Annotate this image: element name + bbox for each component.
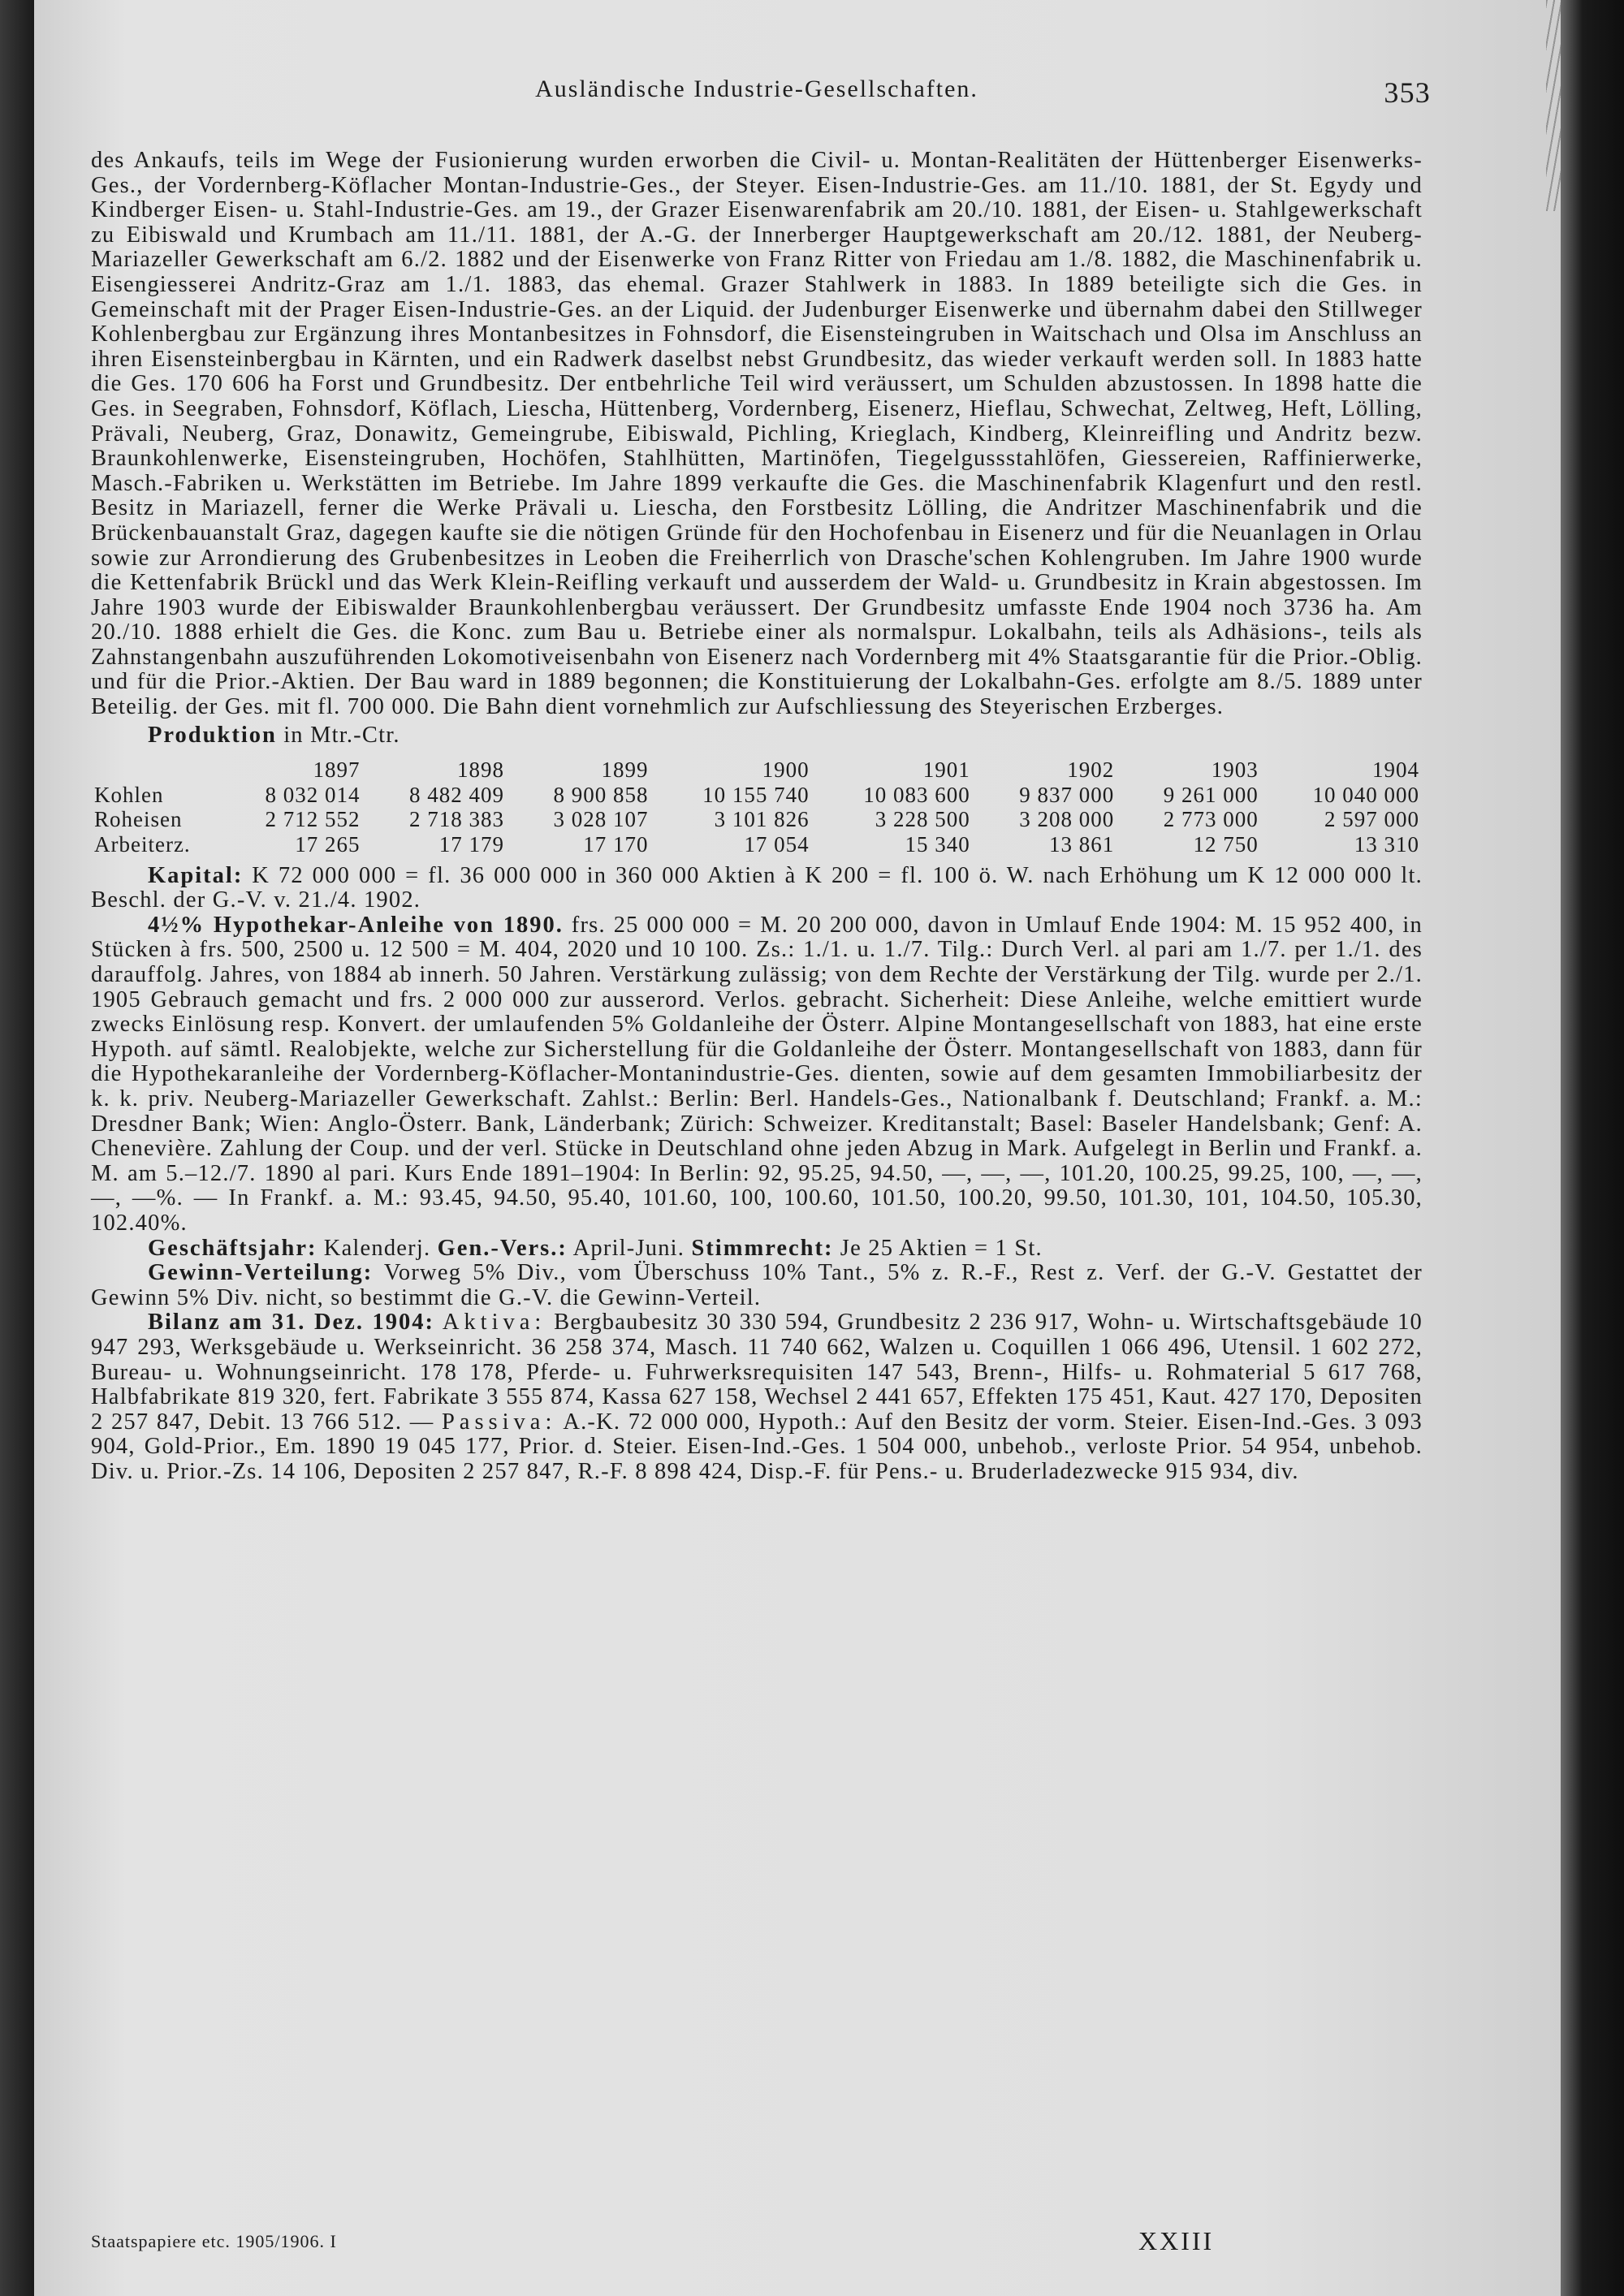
production-heading: Produktion [148,722,277,748]
table-cell: 10 040 000 [1312,782,1419,807]
page-footer [91,2226,1423,2255]
kapital-paragraph [91,864,1423,913]
geschaeftsjahr-paragraph [91,1236,1423,1262]
table-cell: 2 712 552 [265,807,361,832]
anleihe-paragraph [91,913,1423,1236]
genvers-label: Gen.-Vers.: [437,1235,568,1261]
year-header: 1897 [313,757,361,783]
genvers-value: April-Juni. [572,1235,685,1261]
bilanz-label: Bilanz am 31. Dez. 1904: [148,1310,435,1336]
stimmrecht-value: Je 25 Aktien = 1 St. [840,1235,1043,1261]
production-header-row [91,757,1423,783]
table-cell: 10 155 740 [702,782,810,807]
year-header: 1900 [762,757,810,783]
table-cell: 17 179 [438,832,505,857]
production-unit: in Mtr.-Ctr. [283,722,400,748]
table-cell: 3 101 826 [714,807,810,832]
gewinn-paragraph [91,1261,1423,1310]
year-header: 1902 [1067,757,1115,783]
table-cell: 12 750 [1193,832,1259,857]
footer-note: Staatspapiere etc. 1905/1906. I [91,2231,337,2251]
table-cell: 3 228 500 [875,807,970,832]
table-cell: 13 310 [1354,832,1419,857]
anleihe-text: frs. 25 000 000 = M. 20 200 000, davon in Umlauf Ende 1904: M. 15 952 400, in Stücken à frs. 500, 2500 u. 12 500 = M. 404, 2020 und 10 100. Zs.: 1./1. u. 1./7. Tilg.: Durch Verl. al pari am 1./7. per 1./1. des darauffolg. Jahres, von 1884 ab innerh. 50 Jahren. Verstärkung zulässig; von dem Rechte der Verstärkung der Tilg. wurde per 2./1. 1905 Gebrauch gemacht und frs. 2 000 000 zur ausserord. Verlos. gebracht. Sicherheit: Diese Anleihe, welche emittiert wurde zwecks Einlösung resp. Konvert. der umlaufenden 5% Goldanleihe der Österr. Alpine Montangesellschaft von 1883, hat eine erste Hypoth. auf sämtl. Realobjekte, welche zur Sicherstellung für die Goldanleihe der Österr. Montangesellschaft von 1883, dann für die Hypothekaranleihe der Vordernberg-Köflacher-Montanindustrie-Ges. dienten, sowie auf dem gesamten Immobiliarbesitz der k. k. priv. Neuberg-Mariazeller Gewerkschaft. Zahlst.: Berlin: Berl. Handels-Ges., Nationalbank f. Deutschland; Frankf. a. M.: Dresdner Bank; Wien: Anglo-Österr. Bank, Länderbank; Zürich: Schweizer. Kreditanstalt; Basel: Baseler Handelsbank; Genf: A. Chenevière. Zahlung der Coup. und der verl. Stücke in Deutschland ohne jeden Abzug in Mark. Aufgelegt in Berlin und Frankf. a. M. am 5.–12./7. 1890 al pari. Kurs Ende 1891–1904: In Berlin: 92, 95.25, 94.50, —, —, —, 101.20, 100.25, 99.25, 100, —, —, —, —%. — In Frankf. a. M.: 93.45, 94.50, 95.40, 101.60, 100, 100.60, 101.50, 100.20, 99.50, 101.30, 101, 104.50, 105.30, 102.40%. [91,912,1423,1236]
gewinn-text: Vorweg 5% Div., vom Überschuss 10% Tant., 5% z. R.-F., Rest z. Verf. der G.-V. Gestattet der Gewinn 5% Div. nicht, so bestimmt die G.-V. die Gewinn-Verteil. [91,1260,1423,1310]
production-table [91,757,1423,857]
gewinn-label: Gewinn-Verteilung: [148,1260,374,1286]
table-row [91,807,1423,832]
passiva-label: Passiva: [441,1409,557,1435]
table-cell: 2 773 000 [1163,807,1259,832]
table-cell: 10 083 600 [863,782,970,807]
production-section [91,723,1423,857]
bilanz-paragraph [91,1310,1423,1484]
kapital-text: K 72 000 000 = fl. 36 000 000 in 360 000 Aktien à K 200 = fl. 100 ö. W. nach Erhöhung um K 12 000 000 lt. Beschl. der G.-V. v. 21./4. 1902. [91,862,1423,913]
running-title: Ausländische Industrie-Gesellschaften. [535,76,978,102]
table-row [91,783,1423,808]
signature-mark: XXIII [1138,2226,1215,2255]
table-cell: 17 265 [295,832,361,857]
table-cell: 3 028 107 [553,807,649,832]
table-cell: 8 032 014 [265,782,361,807]
year-header: 1898 [457,757,505,783]
table-cell: 3 208 000 [1019,807,1115,832]
geschaeftsjahr-label: Geschäftsjahr: [148,1235,317,1261]
geschaeftsjahr-value: Kalenderj. [323,1235,431,1261]
table-cell: 2 718 383 [409,807,505,832]
table-cell: 8 900 858 [553,782,649,807]
year-header: 1899 [601,757,649,783]
table-cell: 9 837 000 [1019,782,1115,807]
aktiva-text: Bergbaubesitz 30 330 594, Grundbesitz 2 236 917, Wohn- u. Wirtschaftsgebäude 10 947 293, Werksgebäude u. Werkseinricht. 36 258 374, Masch. 11 740 662, Walzen u. Coquillen 1 066 496, Utensil. 1 602 272, Bureau- u. Wohnungseinricht. 178 178, Pferde- u. Fuhrwerksrequisiten 147 543, Brenn-, Hilfs- u. Rohmaterial 5 617 768, Halbfabrikate 819 320, fert. Fabrikate 3 555 874, Kassa 627 158, Wechsel 2 441 657, Effekten 175 451, Kaut. 427 170, Depositen 2 257 847, Debit. 13 766 512. — [91,1310,1423,1435]
row-label: Kohlen [94,782,164,807]
stimmrecht-label: Stimmrecht: [691,1235,834,1261]
year-header: 1903 [1211,757,1259,783]
history-paragraph: des Ankaufs, teils im Wege der Fusionierung wurden erworben die Civil- u. Montan-Realitäten der Hüttenberger Eisenwerks-Ges., der Vordernberg-Köflacher Montan-Industrie-Ges., der Steyer. Eisen-Industrie-Ges. am 11./10. 1881, der St. Egydy und Kindberger Eisen- u. Stahl-Industrie-Ges. am 19., der Grazer Eisenwarenfabrik am 20./10. 1881, der Eisen- u. Stahlgewerkschaft zu Eibiswald und Krumbach am 11./11. 1881, der A.-G. der Innerberger Hauptgewerkschaft am 20./12. 1881, der Neuberg-Mariazeller Gewerkschaft am 6./2. 1882 und der Eisenwerke von Franz Ritter von Friedau am 1./8. 1882, die Maschinenfabrik u. Eisengiesserei Andritz-Graz am 1./1. 1883, das ehemal. Grazer Stahlwerk in 1883. In 1889 beteiligte sich die Ges. in Gemeinschaft mit der Prager Eisen-Industrie-Ges. an der Liquid. der Judenburger Eisenwerke und übernahm dabei den Stillweger Kohlenbergbau zur Ergänzung ihres Montanbesitzes in Fohnsdorf, die Eisensteingruben in Waitschach und Olsa im Anschluss an ihren Eisensteinbergbau in Kärnten, und ein Radwerk daselbst nebst Grundbesitz, das wieder verkauft werden soll. In 1883 hatte die Ges. 170 606 ha Forst und Grundbesitz. Der entbehrliche Teil wird veräussert, um Schulden abzustossen. In 1898 hatte die Ges. in Seegraben, Fohnsdorf, Köflach, Liescha, Hüttenberg, Vordernberg, Eisenerz, Hieflau, Schwechat, Zeltweg, Heft, Lölling, Prävali, Neuberg, Graz, Donawitz, Gemeingrube, Eibiswald, Pichling, Krieglach, Kindberg, Kleinreifling und Andritz bezw. Braunkohlenwerke, Eisensteingruben, Hochöfen, Stahlhütten, Martinöfen, Tiegelgussstahlöfen, Giessereien, Raffinierwerke, Masch.-Fabriken u. Werkstätten im Betriebe. Im Jahre 1899 verkaufte die Ges. die Maschinenfabrik Klagenfurt und den restl. Besitz in Mariazell, ferner die Werke Prävali u. Liescha, den Forstbesitz Lölling, die Andritzer Maschinenfabrik und die Brückenbauanstalt Graz, dagegen kaufte sie die nötigen Gründe für den Hochofenbau in Eisenerz und für die Neuanlagen in Orlau sowie zur Arrondierung des Grubenbesitzes in Leoben die Freiherrlich von Drasche'schen Kohlengruben. Im Jahre 1900 wurde die Kettenfabrik Brückl und das Werk Klein-Reifling verkauft und ausserdem der Wald- u. Grundbesitz in Krain abgestossen. Im Jahre 1903 wurde der Eibiswalder Braunkohlenbergbau veräussert. Der Grundbesitz umfasste Ende 1904 noch 3736 ha. Am 20./10. 1888 erhielt die Ges. die Konc. zum Bau u. Betriebe einer als normalspur. Lokalbahn, teils als Adhäsions-, teils als Zahnstangenbahn auszuführenden Lokomotiveisenbahn von Eisenerz nach Vordernberg mit 4% Staatsgarantie für die Prior.-Oblig. und für die Prior.-Aktien. Der Bau ward in 1889 begonnen; die Konstituierung der Lokalbahn-Ges. erfolgte am 8./5. 1889 unter Beteilig. der Ges. mit fl. 700 000. Die Bahn dient vornehmlich zur Aufschliessung des Steyerischen Erzberges. [91,148,1423,720]
year-header: 1901 [922,757,970,783]
table-cell: 17 170 [583,832,649,857]
anleihe-label: 4½% Hypothekar-Anleihe von 1890. [148,912,564,938]
passiva-text: A.-K. 72 000 000, Hypoth.: Auf den Besitz der vorm. Steier. Eisen-Ind.-Ges. 3 093 904, Gold-Prior., Em. 1890 19 045 177, Prior. d. Steier. Eisen-Ind.-Ges. 1 504 000, unbehob., verloste Prior. 54 954, unbehob. Div. u. Prior.-Zs. 14 106, Depositen 2 257 847, R.-F. 8 898 424, Disp.-F. für Pens.- u. Bruderladezwecke 915 934, div. [91,1409,1423,1484]
aktiva-label: Aktiva: [442,1310,546,1336]
year-header: 1904 [1372,757,1419,783]
table-row [91,832,1423,857]
table-cell: 2 597 000 [1324,807,1419,832]
table-cell: 15 340 [905,832,970,857]
page-number: 353 [1384,76,1431,109]
table-cell: 13 861 [1049,832,1115,857]
page-binding-right [1561,0,1624,2296]
book-page [34,0,1561,2296]
page-binding-left [0,0,34,2296]
row-label: Arbeiterz. [94,832,191,857]
table-cell: 17 054 [744,832,810,857]
table-cell: 8 482 409 [409,782,505,807]
body-text [91,149,1423,1484]
table-cell: 9 261 000 [1163,782,1259,807]
kapital-label: Kapital: [148,862,244,888]
production-corner [91,757,219,783]
row-label: Roheisen [94,807,183,832]
